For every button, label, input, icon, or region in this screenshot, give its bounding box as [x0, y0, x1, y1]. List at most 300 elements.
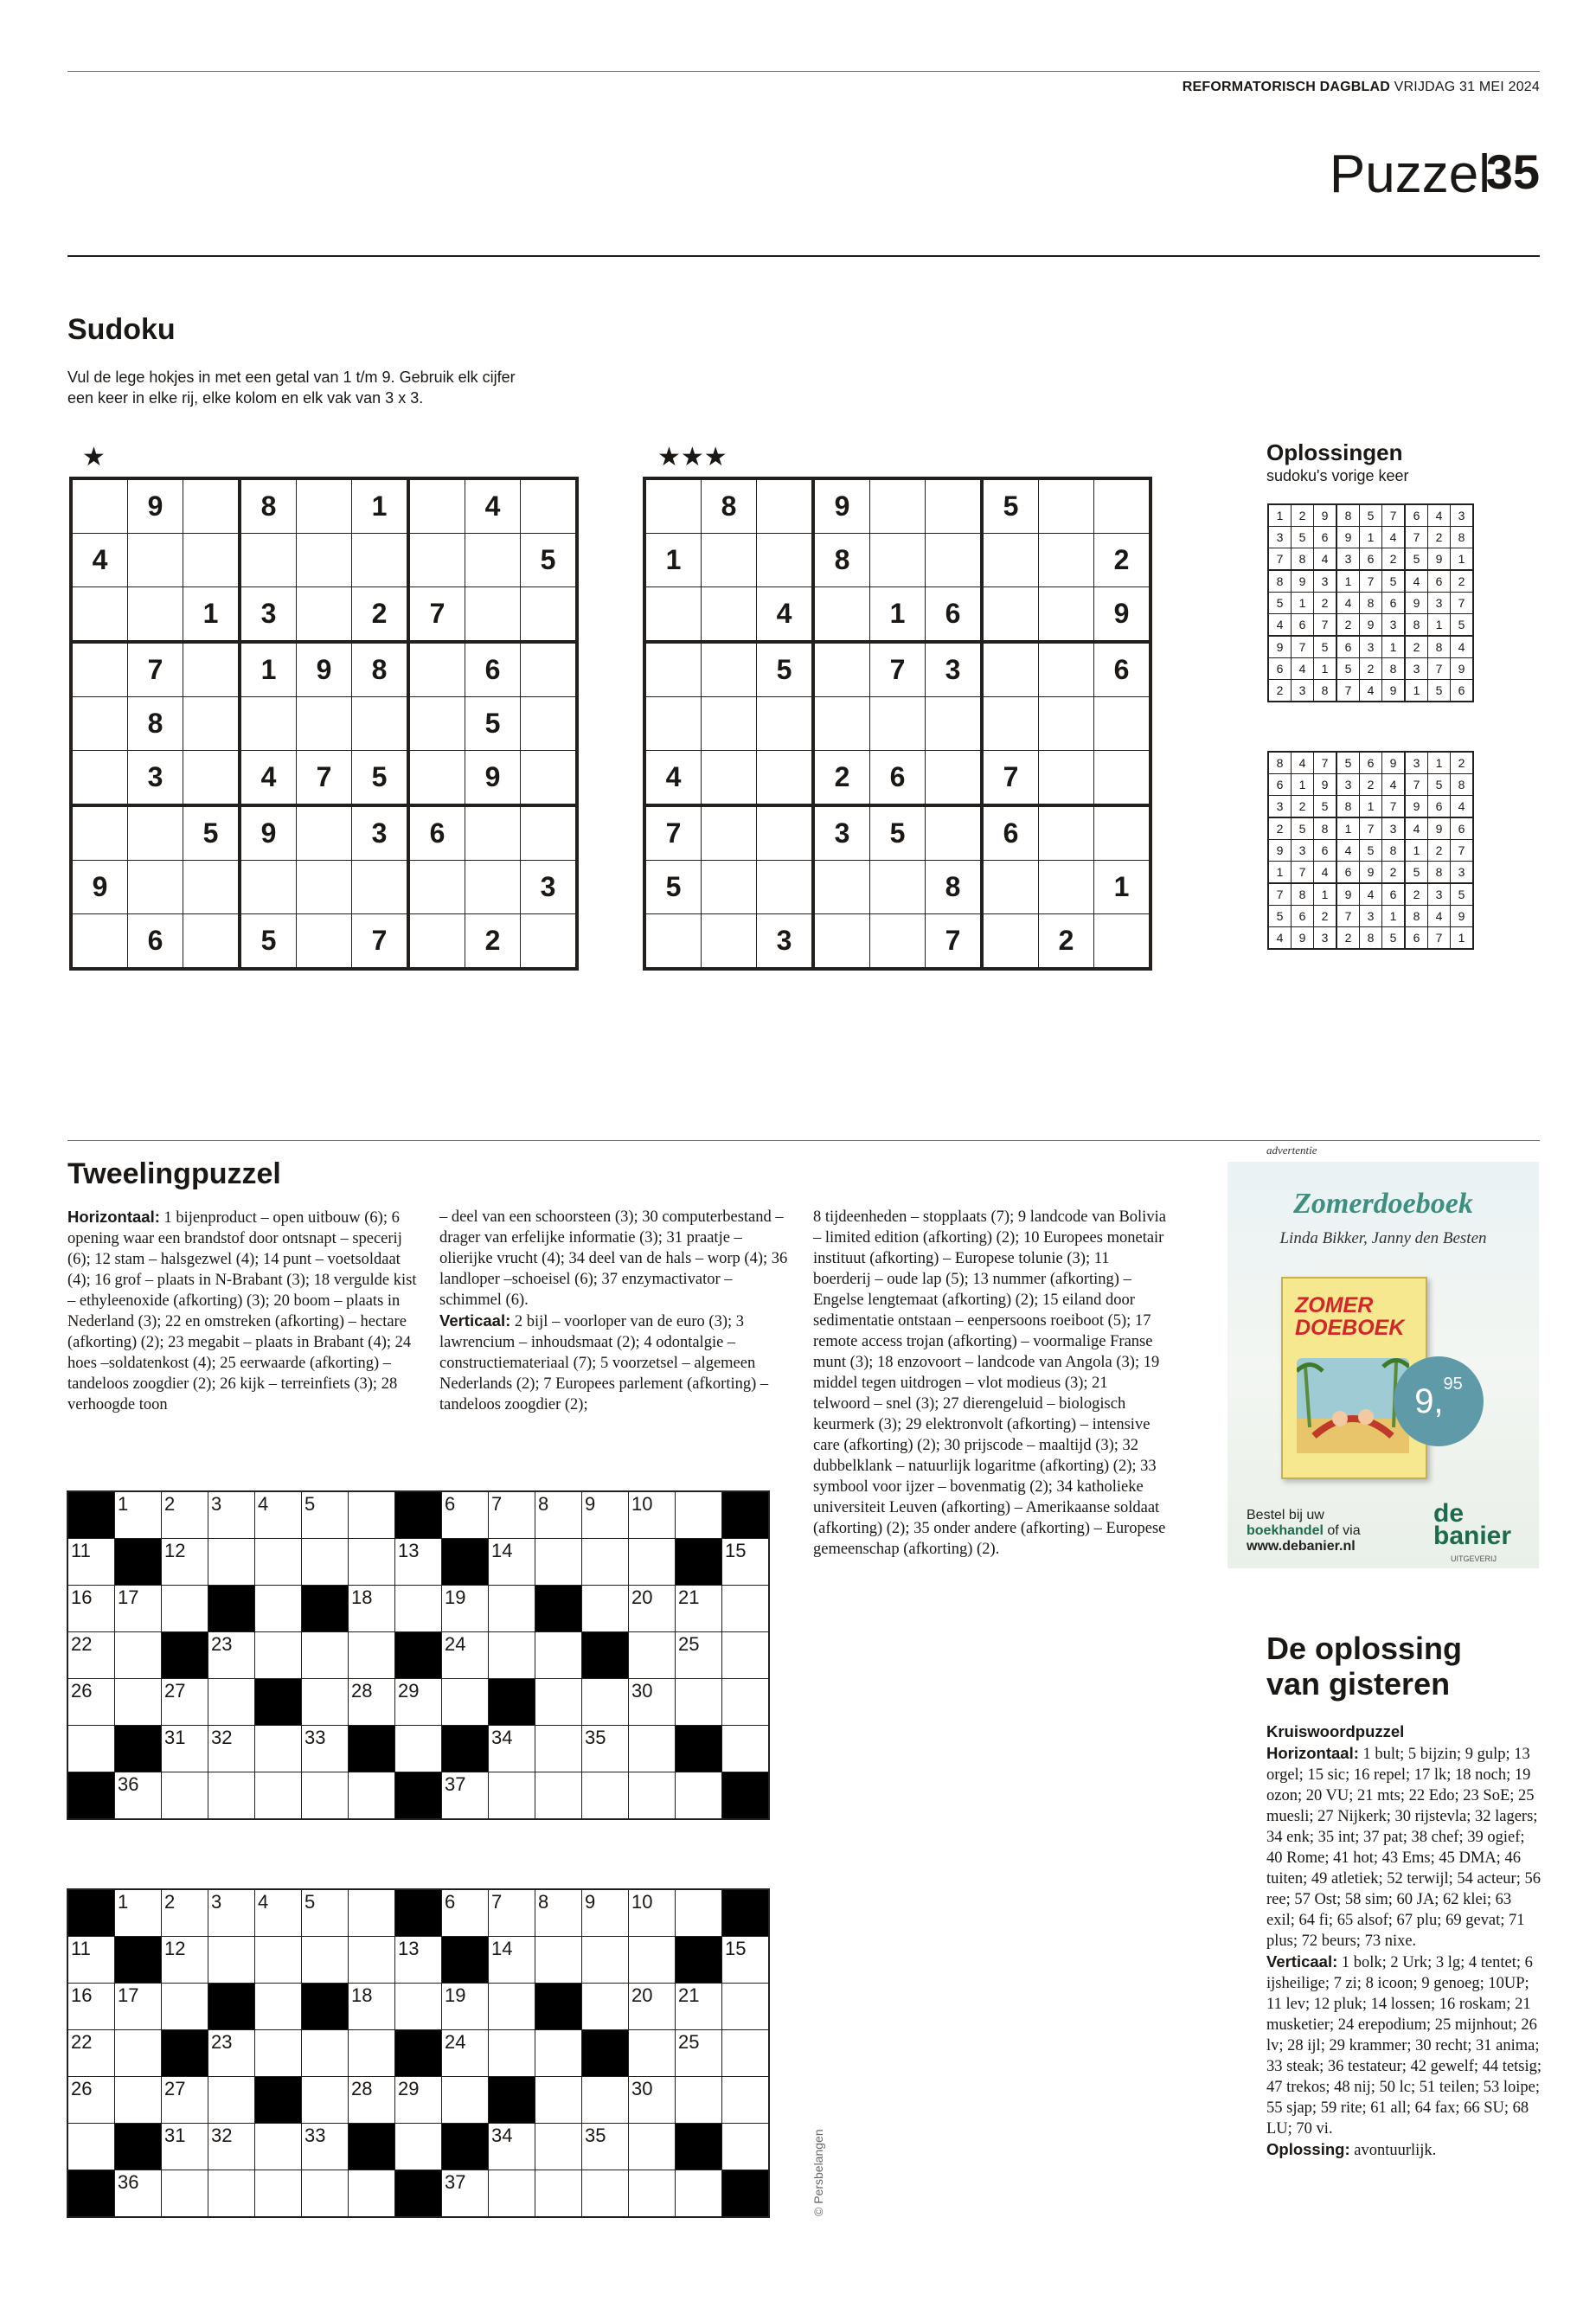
- crossword-cell[interactable]: [629, 1586, 676, 1632]
- crossword-cell[interactable]: [208, 2124, 255, 2170]
- sudoku-cell: [240, 534, 297, 587]
- crossword-cell[interactable]: [302, 1539, 349, 1586]
- crossword-cell[interactable]: [255, 1539, 302, 1586]
- crossword-cell[interactable]: [582, 1491, 629, 1539]
- crossword-cell[interactable]: [67, 2077, 115, 2124]
- crossword-cell[interactable]: [722, 1586, 770, 1632]
- solution-cell: 9: [1428, 817, 1451, 840]
- sudoku-cell: [982, 914, 1039, 970]
- crossword-cell[interactable]: [115, 2030, 162, 2077]
- crossword-cell[interactable]: [442, 1586, 489, 1632]
- sol-oplossing: avontuurlijk.: [1354, 2142, 1437, 2159]
- crossword-cell[interactable]: [115, 1679, 162, 1726]
- clue-number: 13: [398, 1540, 420, 1561]
- clue-number: 29: [398, 1680, 420, 1702]
- solution-cell: 1: [1382, 636, 1406, 658]
- crossword-cell[interactable]: [442, 2030, 489, 2077]
- crossword-cell[interactable]: [162, 1539, 208, 1586]
- sudoku-cell: [644, 478, 702, 534]
- crossword-cell[interactable]: [489, 2030, 535, 2077]
- sudoku-cell: [521, 805, 578, 861]
- crossword-cell[interactable]: [302, 1937, 349, 1984]
- sudoku-cell: [183, 861, 240, 914]
- crossword-cell[interactable]: [489, 1586, 535, 1632]
- crossword-cell[interactable]: [489, 1632, 535, 1679]
- crossword-cell[interactable]: [442, 2170, 489, 2218]
- crossword-cell[interactable]: [302, 1491, 349, 1539]
- crossword-black-cell: [208, 1984, 255, 2030]
- sudoku-cell: [521, 914, 578, 970]
- solution-cell: 7: [1268, 548, 1292, 571]
- solution-cell: 5: [1336, 752, 1360, 774]
- crossword-cell[interactable]: [302, 2030, 349, 2077]
- crossword-cell[interactable]: [67, 1679, 115, 1726]
- crossword-cell[interactable]: [349, 2077, 395, 2124]
- crossword-cell[interactable]: [115, 1889, 162, 1937]
- crossword-grid-1: [67, 1490, 770, 1820]
- crossword-cell[interactable]: [489, 1539, 535, 1586]
- crossword-cell[interactable]: [676, 1632, 722, 1679]
- crossword-cell[interactable]: [302, 2124, 349, 2170]
- ad-order-line2: of via: [1323, 1523, 1361, 1538]
- crossword-cell[interactable]: [582, 1772, 629, 1820]
- sudoku-cell: [926, 534, 983, 587]
- sudoku-cell: 5: [982, 478, 1039, 534]
- crossword-cell[interactable]: [442, 1491, 489, 1539]
- crossword-cell[interactable]: [255, 1586, 302, 1632]
- difficulty-stars-hard: ★★★: [657, 443, 727, 471]
- crossword-cell[interactable]: [162, 2124, 208, 2170]
- solution-cell: 5: [1314, 636, 1337, 658]
- sudoku-cell: 4: [644, 751, 702, 806]
- solution-cell: 7: [1292, 636, 1314, 658]
- crossword-cell[interactable]: [629, 2077, 676, 2124]
- crossword-cell[interactable]: [115, 1632, 162, 1679]
- crossword-cell[interactable]: [442, 2077, 489, 2124]
- crossword-cell[interactable]: [208, 1632, 255, 1679]
- solution-cell: 4: [1292, 658, 1314, 680]
- clue-number: 21: [678, 1586, 700, 1608]
- crossword-cell[interactable]: [582, 1586, 629, 1632]
- crossword-cell[interactable]: [395, 2077, 442, 2124]
- crossword-cell[interactable]: [302, 2077, 349, 2124]
- clue-number: 23: [211, 1633, 233, 1655]
- sudoku-cell: 5: [183, 805, 240, 861]
- crossword-cell[interactable]: [722, 1632, 770, 1679]
- ad-url-link[interactable]: www.debanier.nl: [1247, 1539, 1356, 1554]
- sudoku-cell: [1094, 914, 1151, 970]
- crossword-cell[interactable]: [535, 1772, 582, 1820]
- sudoku-cell: [297, 534, 352, 587]
- crossword-cell[interactable]: [629, 1937, 676, 1984]
- solution-cell: 9: [1292, 927, 1314, 950]
- crossword-cell[interactable]: [535, 1539, 582, 1586]
- crossword-cell[interactable]: [302, 1889, 349, 1937]
- crossword-cell[interactable]: [255, 2124, 302, 2170]
- crossword-cell[interactable]: [442, 1772, 489, 1820]
- crossword-cell[interactable]: [442, 1889, 489, 1937]
- crossword-cell[interactable]: [535, 1632, 582, 1679]
- crossword-cell[interactable]: [535, 2170, 582, 2218]
- sudoku-cell: [352, 861, 409, 914]
- clue-number: 6: [445, 1493, 456, 1515]
- crossword-black-cell: [676, 1937, 722, 1984]
- solution-cell: 2: [1314, 593, 1337, 614]
- clue-number: 26: [71, 2078, 93, 2099]
- crossword-cell[interactable]: [395, 1984, 442, 2030]
- sudoku-cell: [297, 587, 352, 643]
- crossword-cell[interactable]: [255, 1937, 302, 1984]
- sudoku-cell: [1039, 587, 1094, 643]
- horizontaal-label: Horizontaal:: [67, 1208, 160, 1226]
- crossword-cell[interactable]: [629, 2124, 676, 2170]
- crossword-cell[interactable]: [489, 1937, 535, 1984]
- crossword-cell[interactable]: [162, 1984, 208, 2030]
- solution-cell: 3: [1382, 817, 1406, 840]
- sudoku-cell: [870, 861, 926, 914]
- crossword-cell[interactable]: [255, 1984, 302, 2030]
- crossword-cell[interactable]: [535, 1491, 582, 1539]
- crossword-cell[interactable]: [395, 1539, 442, 1586]
- sudoku-cell: 4: [71, 534, 128, 587]
- crossword-cell[interactable]: [629, 1726, 676, 1772]
- crossword-cell[interactable]: [676, 2170, 722, 2218]
- clue-number: 23: [211, 2031, 233, 2053]
- crossword-cell[interactable]: [722, 1937, 770, 1984]
- solution-cell: 9: [1405, 593, 1428, 614]
- crossword-cell[interactable]: [395, 1679, 442, 1726]
- crossword-cell[interactable]: [442, 1679, 489, 1726]
- solution-cell: 4: [1336, 593, 1360, 614]
- crossword-cell[interactable]: [208, 2170, 255, 2218]
- solution-cell: 7: [1382, 796, 1406, 818]
- crossword-cell[interactable]: [115, 1586, 162, 1632]
- sudoku-cell: [1039, 534, 1094, 587]
- crossword-cell[interactable]: [489, 2124, 535, 2170]
- sudoku-cell: [1039, 861, 1094, 914]
- solution-cell: 6: [1382, 593, 1406, 614]
- clue-number: 25: [678, 2031, 700, 2053]
- clue-number: 2: [164, 1891, 176, 1913]
- solution-cell: 9: [1382, 680, 1406, 702]
- crossword-cell[interactable]: [629, 2170, 676, 2218]
- clue-number: 14: [491, 1938, 513, 1959]
- crossword-cell[interactable]: [302, 1726, 349, 1772]
- clue-number: 30: [631, 1680, 653, 1702]
- sudoku-cell: [71, 478, 128, 534]
- sudoku-cell: [352, 697, 409, 751]
- crossword-cell[interactable]: [395, 1726, 442, 1772]
- crossword-cell[interactable]: [489, 1889, 535, 1937]
- clue-number: 4: [258, 1891, 269, 1913]
- crossword-cell[interactable]: [255, 1772, 302, 1820]
- crossword-cell[interactable]: [676, 1889, 722, 1937]
- clue-number: 12: [164, 1938, 186, 1959]
- sudoku-cell: 3: [240, 587, 297, 643]
- clue-number: 25: [678, 1633, 700, 1655]
- crossword-cell[interactable]: [67, 1984, 115, 2030]
- crossword-cell[interactable]: [208, 2077, 255, 2124]
- crossword-cell[interactable]: [676, 2077, 722, 2124]
- sudoku-cell: [870, 478, 926, 534]
- sudoku-cell: [71, 805, 128, 861]
- clue-number: 15: [725, 1540, 747, 1561]
- crossword-cell[interactable]: [67, 2030, 115, 2077]
- crossword-cell[interactable]: [489, 1726, 535, 1772]
- sol-verticaal-label: Verticaal:: [1266, 1952, 1338, 1971]
- solution-cell: 3: [1360, 636, 1382, 658]
- crossword-cell[interactable]: [442, 1632, 489, 1679]
- crossword-cell[interactable]: [349, 2170, 395, 2218]
- header-rule: [67, 255, 1540, 257]
- crossword-cell[interactable]: [629, 1772, 676, 1820]
- crossword-cell[interactable]: [676, 2030, 722, 2077]
- crossword-cell[interactable]: [115, 2077, 162, 2124]
- sudoku-cell: 8: [813, 534, 870, 587]
- sudoku-cell: [644, 697, 702, 751]
- crossword-cell[interactable]: [582, 2124, 629, 2170]
- solution-cell: 6: [1360, 752, 1382, 774]
- sudoku-cell: [71, 587, 128, 643]
- crossword-cell[interactable]: [349, 1539, 395, 1586]
- crossword-cell[interactable]: [722, 1726, 770, 1772]
- crossword-cell[interactable]: [722, 2077, 770, 2124]
- crossword-cell[interactable]: [115, 1491, 162, 1539]
- crossword-cell[interactable]: [629, 1491, 676, 1539]
- crossword-cell[interactable]: [489, 1491, 535, 1539]
- solution-cell: 6: [1336, 862, 1360, 884]
- sudoku-cell: [183, 478, 240, 534]
- crossword-cell[interactable]: [162, 2077, 208, 2124]
- crossword-cell[interactable]: [676, 1586, 722, 1632]
- solution-cell: 5: [1382, 927, 1406, 950]
- sudoku-cell: 5: [644, 861, 702, 914]
- crossword-cell[interactable]: [162, 2170, 208, 2218]
- crossword-cell[interactable]: [489, 1772, 535, 1820]
- solution-cell: 8: [1360, 927, 1382, 950]
- crossword-black-cell: [67, 1772, 115, 1820]
- crossword-cell[interactable]: [349, 1984, 395, 2030]
- crossword-cell[interactable]: [629, 1984, 676, 2030]
- crossword-cell[interactable]: [582, 2170, 629, 2218]
- crossword-cell[interactable]: [535, 2124, 582, 2170]
- crossword-cell[interactable]: [208, 1491, 255, 1539]
- sudoku-cell: [1039, 751, 1094, 806]
- solution-cell: 6: [1268, 658, 1292, 680]
- clue-number: 16: [71, 1984, 93, 2006]
- crossword-cell[interactable]: [208, 1937, 255, 1984]
- solution-cell: 8: [1382, 658, 1406, 680]
- crossword-cell[interactable]: [255, 1491, 302, 1539]
- sudoku-cell: [183, 697, 240, 751]
- crossword-cell[interactable]: [676, 1491, 722, 1539]
- crossword-cell[interactable]: [302, 1772, 349, 1820]
- crossword-cell[interactable]: [582, 1726, 629, 1772]
- clue-number: 30: [631, 2078, 653, 2099]
- crossword-cell[interactable]: [67, 1632, 115, 1679]
- solution-cell: 6: [1405, 927, 1428, 950]
- crossword-cell[interactable]: [489, 1984, 535, 2030]
- solution-cell: 1: [1428, 752, 1451, 774]
- crossword-black-cell: [722, 1889, 770, 1937]
- crossword-cell[interactable]: [208, 1889, 255, 1937]
- solution-cell: 4: [1314, 548, 1337, 571]
- crossword-cell[interactable]: [349, 1491, 395, 1539]
- clue-number: 9: [585, 1493, 596, 1515]
- crossword-cell[interactable]: [489, 2170, 535, 2218]
- crossword-cell[interactable]: [535, 2030, 582, 2077]
- clue-number: 34: [491, 2125, 513, 2146]
- crossword-cell[interactable]: [115, 1984, 162, 2030]
- crossword-cell[interactable]: [582, 1937, 629, 1984]
- crossword-cell[interactable]: [208, 1679, 255, 1726]
- sudoku-cell: 8: [240, 478, 297, 534]
- crossword-cell[interactable]: [67, 1937, 115, 1984]
- crossword-cell[interactable]: [162, 1586, 208, 1632]
- crossword-cell[interactable]: [442, 1984, 489, 2030]
- crossword-cell[interactable]: [67, 2124, 115, 2170]
- sudoku-cell: [521, 587, 578, 643]
- crossword-cell[interactable]: [722, 1984, 770, 2030]
- clues-column-2: [439, 1207, 794, 1415]
- crossword-cell[interactable]: [208, 1726, 255, 1772]
- clue-number: 32: [211, 1727, 233, 1748]
- sol-horizontaal: 1 bult; 5 bijzin; 9 gulp; 13 orgel; 15 sic; 16 repel; 17 lk; 18 noch; 19 ozon; 20 VU; 21 mts; 22 Edo; 23 SoE; 25 muesli; 27 Nijkerk; 30 rijstevla; 32 lagers; 34 enk; 35 int; 37 pat; 38 chef; 39 ogief; 40 Rome; 41 hot; 43 Ems; 45 DMA; 46 tuiten; 49 atletiek; 52 terwijl; 54 acteur; 56 ree; 57 Ost; 58 sim; 60 JA; 62 klei; 63 exil; 64 fi; 65 alsof; 67 plu; 69 gevat; 71 plus; 72 beurs; 73 nixe.: [1266, 1746, 1541, 1950]
- crossword-cell[interactable]: [395, 1937, 442, 1984]
- crossword-cell[interactable]: [722, 2124, 770, 2170]
- sudoku-cell: 2: [1094, 534, 1151, 587]
- solution-cell: 2: [1428, 840, 1451, 862]
- crossword-cell[interactable]: [535, 1889, 582, 1937]
- sudoku-cell: [408, 534, 465, 587]
- crossword-cell[interactable]: [162, 1772, 208, 1820]
- crossword-cell[interactable]: [722, 2030, 770, 2077]
- crossword-cell[interactable]: [629, 1679, 676, 1726]
- crossword-cell[interactable]: [535, 1937, 582, 1984]
- ad-title: Zomerdoeboek: [1293, 1188, 1473, 1220]
- solution-cell: 4: [1428, 504, 1451, 527]
- crossword-cell[interactable]: [535, 1679, 582, 1726]
- crossword-cell[interactable]: [255, 2030, 302, 2077]
- crossword-cell[interactable]: [582, 2077, 629, 2124]
- sudoku-cell: 1: [183, 587, 240, 643]
- crossword-cell[interactable]: [629, 1632, 676, 1679]
- crossword-cell[interactable]: [255, 1889, 302, 1937]
- crossword-cell[interactable]: [67, 1586, 115, 1632]
- solution-cell: 5: [1292, 527, 1314, 548]
- crossword-cell[interactable]: [349, 2030, 395, 2077]
- crossword-cell[interactable]: [349, 1632, 395, 1679]
- sudoku-cell: [757, 534, 814, 587]
- crossword-cell[interactable]: [676, 1679, 722, 1726]
- sudoku-cell: 4: [240, 751, 297, 806]
- sudoku-cell: 5: [352, 751, 409, 806]
- solution-cell: 3: [1336, 548, 1360, 571]
- sudoku-cell: [465, 587, 521, 643]
- crossword-cell[interactable]: [349, 1772, 395, 1820]
- crossword-cell[interactable]: [302, 2170, 349, 2218]
- solution-cell: 5: [1428, 680, 1451, 702]
- sudoku-cell: [1039, 805, 1094, 861]
- crossword-cell[interactable]: [162, 1726, 208, 1772]
- crossword-cell[interactable]: [67, 1539, 115, 1586]
- sudoku-cell: [813, 914, 870, 970]
- sudoku-cell: [982, 587, 1039, 643]
- clue-number: 18: [351, 1586, 373, 1608]
- crossword-cell[interactable]: [255, 1632, 302, 1679]
- clue-number: 36: [118, 1773, 139, 1795]
- crossword-black-cell: [442, 2124, 489, 2170]
- sudoku-cell: [521, 751, 578, 806]
- crossword-cell[interactable]: [208, 1539, 255, 1586]
- solution-cell: 3: [1405, 658, 1428, 680]
- crossword-black-cell: [67, 2170, 115, 2218]
- advertisement[interactable]: [1227, 1162, 1539, 1568]
- clue-number: 24: [445, 1633, 466, 1655]
- crossword-cell[interactable]: [722, 1539, 770, 1586]
- crossword-cell[interactable]: [162, 1679, 208, 1726]
- crossword-cell[interactable]: [535, 2077, 582, 2124]
- sudoku-cell: 5: [240, 914, 297, 970]
- crossword-cell[interactable]: [302, 1679, 349, 1726]
- crossword-cell[interactable]: [162, 1937, 208, 1984]
- crossword-cell[interactable]: [208, 2030, 255, 2077]
- sudoku-cell: [408, 751, 465, 806]
- sudoku-cell: [757, 751, 814, 806]
- crossword-cell[interactable]: [255, 2170, 302, 2218]
- sudoku-cell: 5: [521, 534, 578, 587]
- crossword-cell[interactable]: [115, 2170, 162, 2218]
- crossword-cell[interactable]: [582, 1679, 629, 1726]
- crossword-cell[interactable]: [208, 1772, 255, 1820]
- sudoku-cell: 1: [644, 534, 702, 587]
- crossword-cell[interactable]: [162, 1889, 208, 1937]
- sudoku-cell: [870, 697, 926, 751]
- solution-cell: 5: [1405, 548, 1428, 571]
- crossword-cell[interactable]: [302, 1632, 349, 1679]
- sudoku-cell: [1039, 697, 1094, 751]
- crossword-cell[interactable]: [395, 1586, 442, 1632]
- solution-cell: 5: [1451, 614, 1474, 637]
- crossword-cell[interactable]: [582, 1984, 629, 2030]
- crossword-cell[interactable]: [676, 1772, 722, 1820]
- crossword-cell[interactable]: [629, 1539, 676, 1586]
- crossword-cell[interactable]: [395, 2124, 442, 2170]
- ad-order-line1: Bestel bij uw: [1247, 1508, 1324, 1522]
- solution-cell: 4: [1405, 570, 1428, 593]
- solution-cell: 9: [1292, 570, 1314, 593]
- crossword-cell[interactable]: [349, 1937, 395, 1984]
- crossword-cell[interactable]: [349, 1889, 395, 1937]
- crossword-cell[interactable]: [629, 2030, 676, 2077]
- crossword-cell[interactable]: [629, 1889, 676, 1937]
- crossword-cell[interactable]: [349, 1679, 395, 1726]
- crossword-cell[interactable]: [162, 1491, 208, 1539]
- crossword-cell[interactable]: [582, 1539, 629, 1586]
- sudoku-cell: 8: [702, 478, 757, 534]
- crossword-cell[interactable]: [582, 1889, 629, 1937]
- crossword-cell[interactable]: [535, 1726, 582, 1772]
- crossword-cell[interactable]: [67, 1726, 115, 1772]
- crossword-cell[interactable]: [115, 1772, 162, 1820]
- top-rule: [67, 71, 1540, 72]
- crossword-cell[interactable]: [722, 1679, 770, 1726]
- crossword-cell[interactable]: [676, 1984, 722, 2030]
- solution-cell: 5: [1314, 796, 1337, 818]
- crossword-cell[interactable]: [349, 1586, 395, 1632]
- crossword-cell[interactable]: [255, 1726, 302, 1772]
- clue-number: 33: [304, 1727, 326, 1748]
